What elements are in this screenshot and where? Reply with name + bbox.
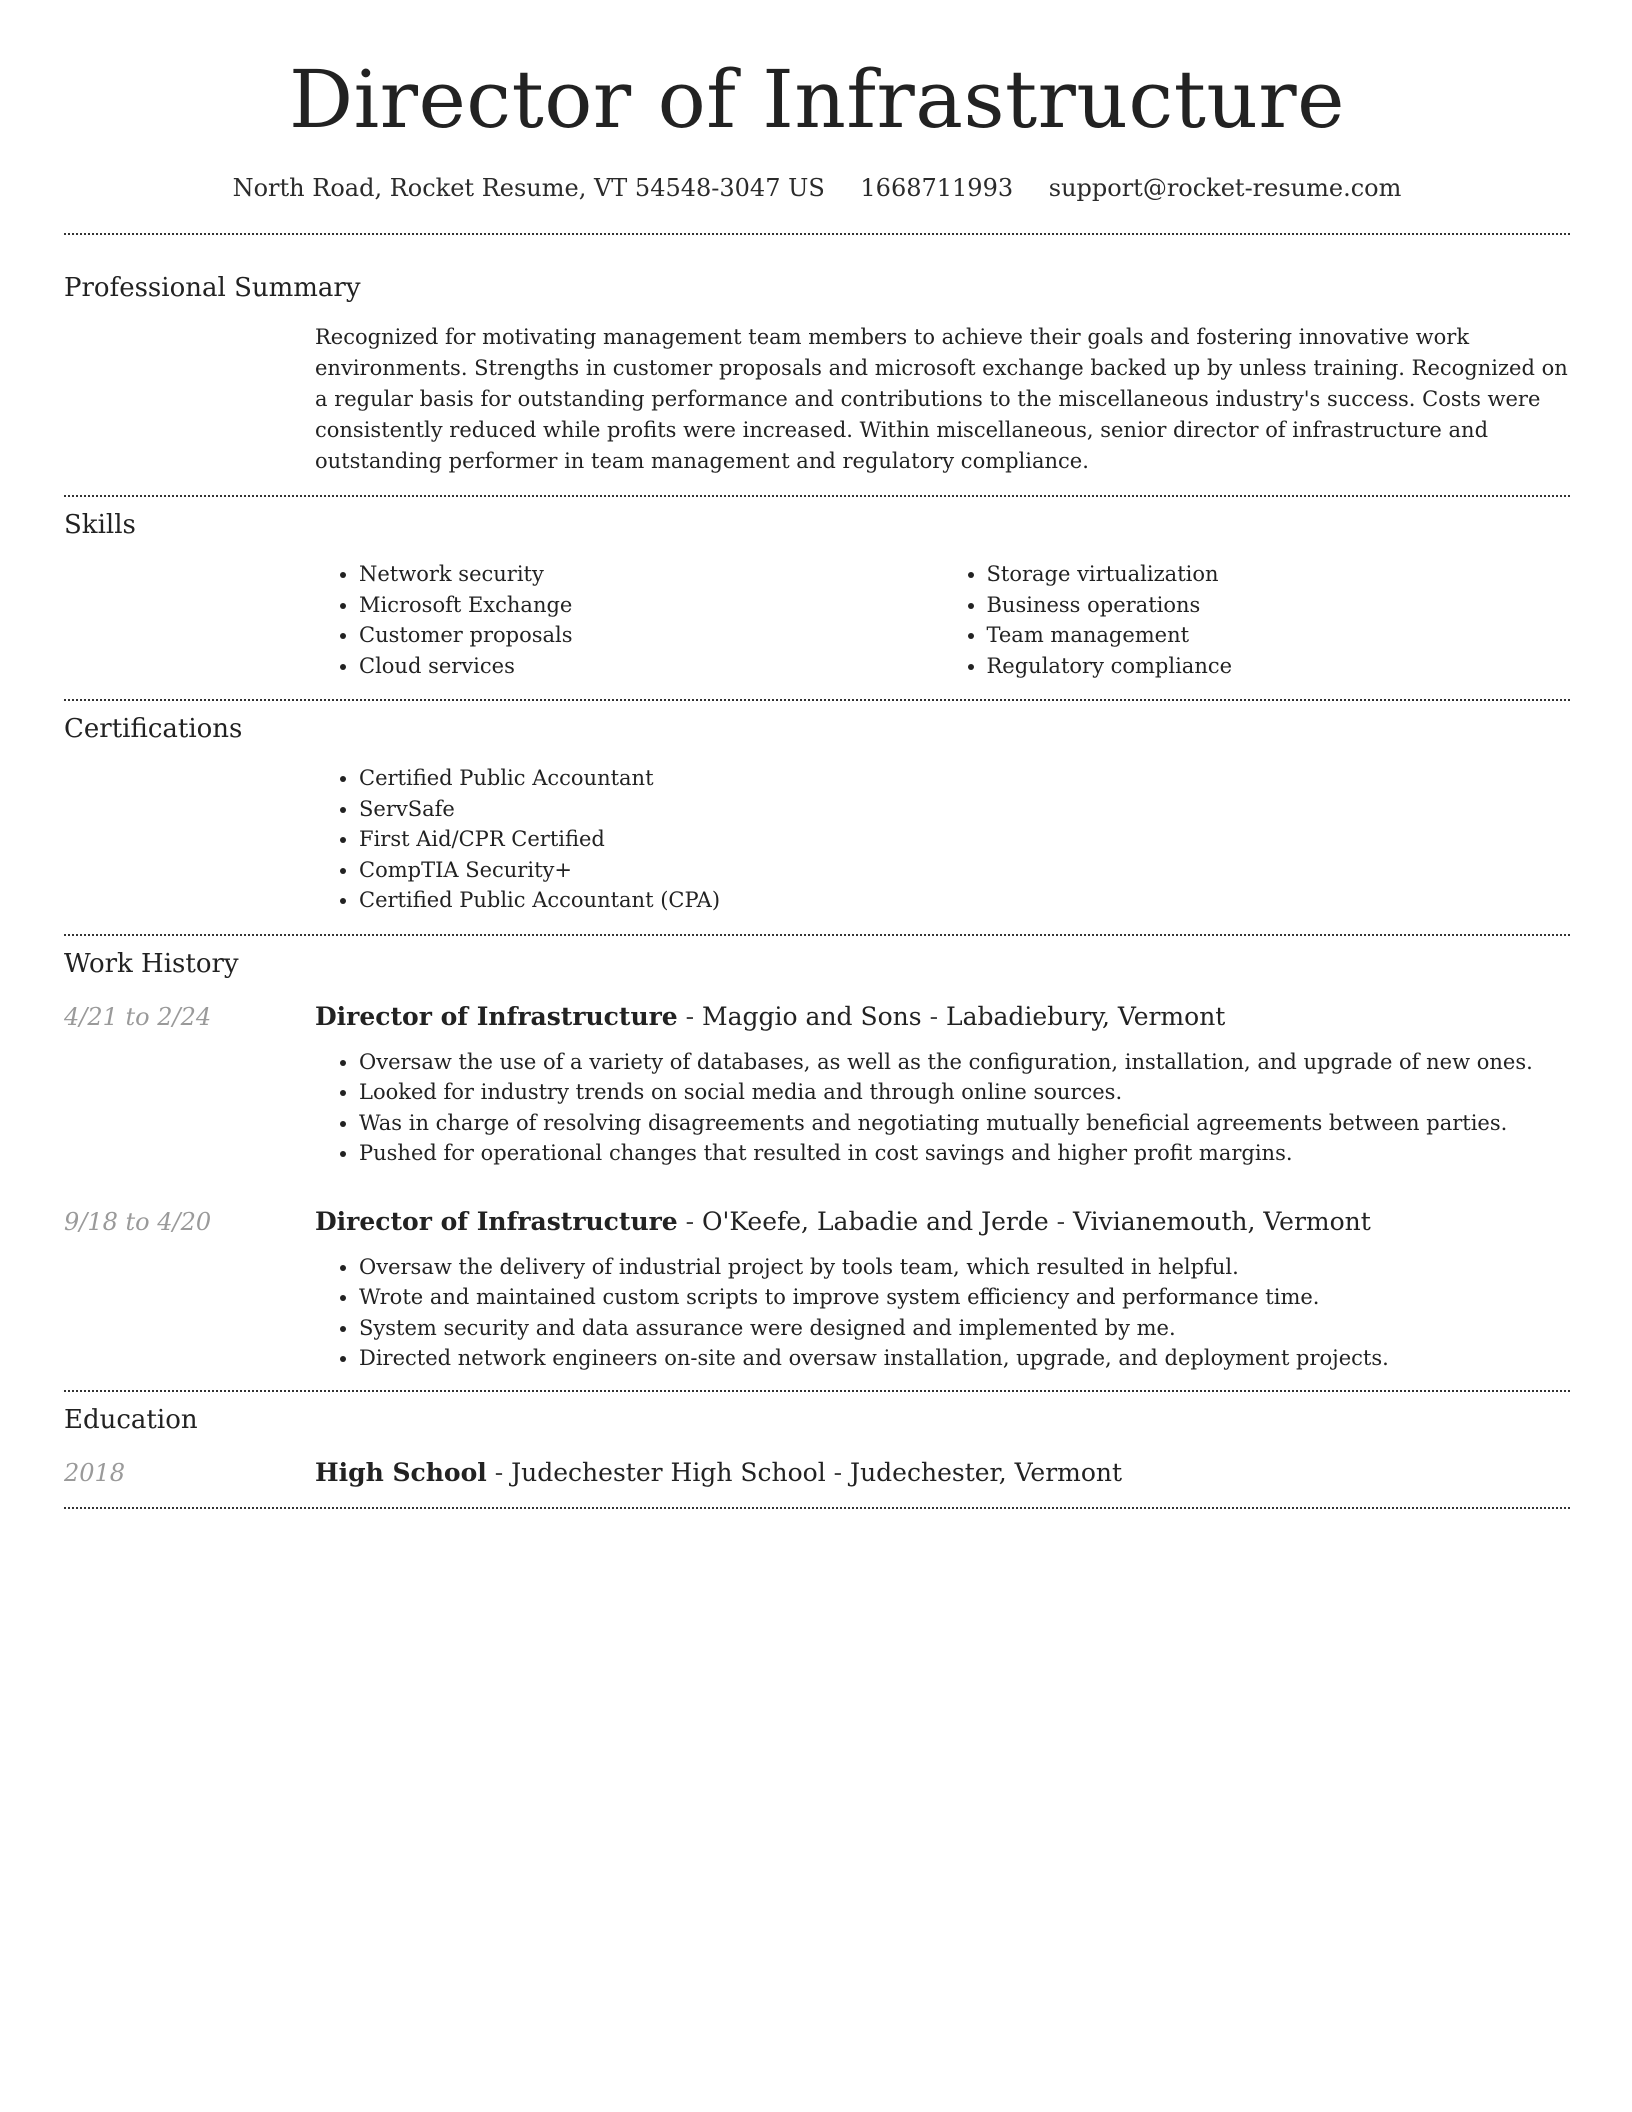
job-bullets xyxy=(315,1252,1570,1374)
certifications-section xyxy=(64,701,1570,916)
resume-header xyxy=(64,0,1570,204)
section-title-work-history: Work History xyxy=(64,948,239,979)
contact-phone: 1668711993 xyxy=(860,174,1014,202)
job-bullet: • Directed network engineers on-site and oversaw installation, upgrade, and deployment projects. xyxy=(359,1343,1570,1374)
job-entry xyxy=(64,1206,1570,1374)
job-dates: 9/18 to 4/20 xyxy=(64,1207,212,1236)
job-bullet: • Pushed for operational changes that resulted in cost savings and higher profit margins. xyxy=(359,1138,1570,1169)
skill-item: • Team management xyxy=(987,620,1571,651)
skill-item: • Customer proposals xyxy=(359,620,943,651)
job-bullet: • Looked for industry trends on social media and through online sources. xyxy=(359,1077,1570,1108)
skill-item: • Network security xyxy=(359,559,943,590)
section-title-skills: Skills xyxy=(64,510,136,540)
skills-body xyxy=(315,559,1570,681)
skill-item: • Microsoft Exchange xyxy=(359,590,943,621)
job-title-line: Director of Infrastructure - Maggio and Sons - Labadiebury, Vermont xyxy=(315,1001,1226,1031)
skills-list-right xyxy=(943,559,1571,681)
candidate-name: Director of Infrastructure xyxy=(288,53,1345,146)
skill-item: • Business operations xyxy=(987,590,1571,621)
job-role: Director of Infrastructure xyxy=(315,1001,678,1031)
contact-line xyxy=(64,172,1570,204)
job-location: Vivianemouth, Vermont xyxy=(1072,1206,1371,1236)
certification-item: • Certified Public Accountant (CPA) xyxy=(359,885,1570,916)
certifications-list xyxy=(315,763,1570,916)
education-entry xyxy=(64,1457,1570,1489)
education-section xyxy=(64,1392,1570,1489)
education-details xyxy=(315,1457,1570,1489)
education-divider xyxy=(64,1507,1570,1509)
job-title-line: Director of Infrastructure - O'Keefe, Labadie and Jerde - Vivianemouth, Vermont xyxy=(315,1206,1371,1236)
section-title-certifications: Certifications xyxy=(64,714,243,744)
section-title-education: Education xyxy=(64,1404,198,1435)
resume-page xyxy=(64,0,1570,1509)
certification-item: • CompTIA Security+ xyxy=(359,855,1570,886)
skills-list-left xyxy=(315,559,943,681)
education-title-line: High School - Judechester High School - Judechester, Vermont xyxy=(315,1457,1123,1487)
summary-text: Recognized for motivating management team members to achieve their goals and fostering innovative work environments. Strengths in customer proposals and microsoft exchange backed up by unless training. Recognized on a regular basis for outstanding performance and contributions to the miscellaneous industry's success. Costs were consistently reduced while profits were increased. Within miscellaneous, senior director of infrastructure and outstanding performer in team management and regulatory compliance. xyxy=(315,325,1568,473)
job-entry xyxy=(64,1001,1570,1169)
contact-email: support@rocket-resume.com xyxy=(1048,174,1402,202)
education-degree: High School xyxy=(315,1457,487,1487)
job-bullet: • System security and data assurance were designed and implemented by me. xyxy=(359,1313,1570,1344)
work-history-section xyxy=(64,936,1570,1374)
job-company: Maggio and Sons xyxy=(702,1001,922,1031)
job-bullets xyxy=(315,1047,1570,1169)
certification-item: • First Aid/CPR Certified xyxy=(359,824,1570,855)
job-location: Labadiebury, Vermont xyxy=(945,1001,1226,1031)
summary-section xyxy=(64,235,1570,477)
job-bullet: • Was in charge of resolving disagreements and negotiating mutually beneficial agreements between parties. xyxy=(359,1108,1570,1139)
education-year: 2018 xyxy=(64,1458,126,1487)
job-dates: 4/21 to 2/24 xyxy=(64,1002,212,1031)
job-details xyxy=(315,1206,1570,1374)
skill-item: • Cloud services xyxy=(359,651,943,682)
education-location: Judechester, Vermont xyxy=(850,1457,1123,1487)
job-bullet: • Oversaw the use of a variety of databases, as well as the configuration, installation, and upgrade of new ones. xyxy=(359,1047,1570,1078)
job-details xyxy=(315,1001,1570,1169)
section-title-summary: Professional Summary xyxy=(64,273,361,303)
contact-address: North Road, Rocket Resume, VT 54548-3047 US xyxy=(232,174,825,202)
job-bullet: • Oversaw the delivery of industrial project by tools team, which resulted in helpful. xyxy=(359,1252,1570,1283)
skill-item: • Regulatory compliance xyxy=(987,651,1571,682)
job-company: O'Keefe, Labadie and Jerde xyxy=(702,1206,1049,1236)
job-role: Director of Infrastructure xyxy=(315,1206,678,1236)
job-bullet: • Wrote and maintained custom scripts to improve system efficiency and performance time. xyxy=(359,1282,1570,1313)
certifications-body xyxy=(315,763,1570,916)
summary-body xyxy=(315,322,1570,477)
education-school: Judechester High School xyxy=(511,1457,826,1487)
skills-section xyxy=(64,497,1570,681)
certification-item: • ServSafe xyxy=(359,794,1570,825)
skill-item: • Storage virtualization xyxy=(987,559,1571,590)
certification-item: • Certified Public Accountant xyxy=(359,763,1570,794)
